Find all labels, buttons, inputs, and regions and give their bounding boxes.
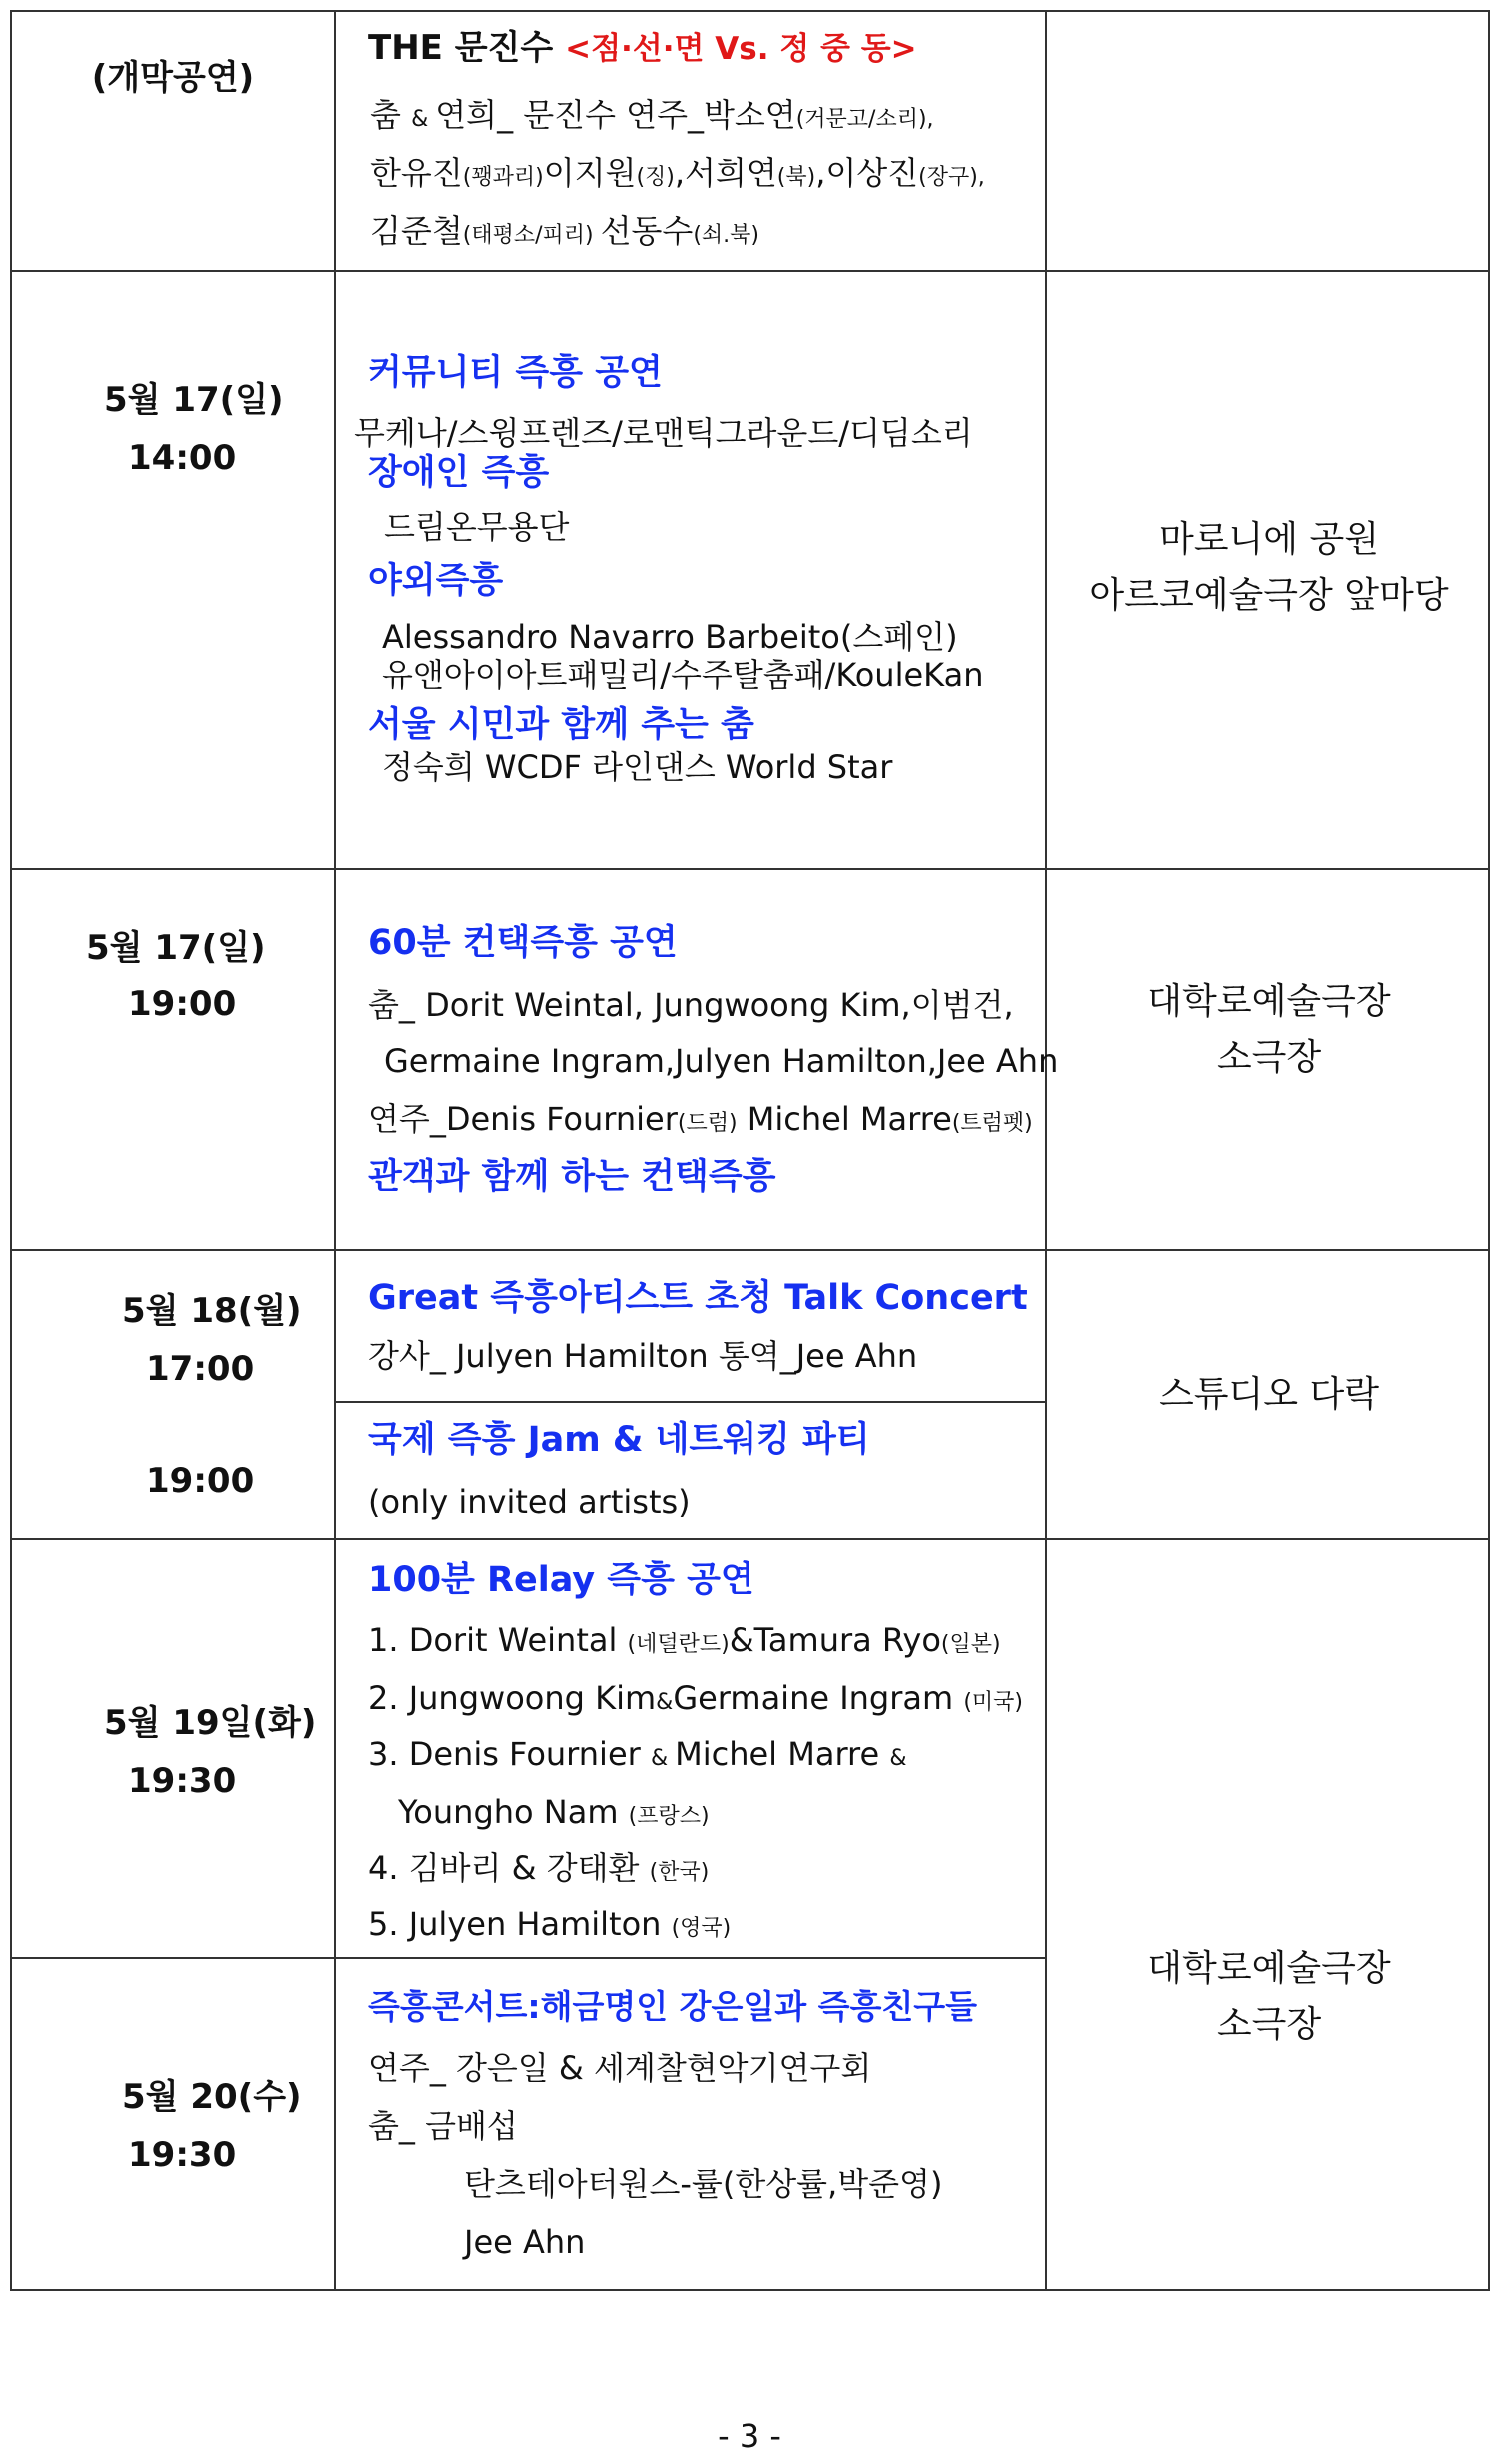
section-title: 장애인 즉흥 [368,453,550,493]
date-cell: 5월 18(월) [122,1291,302,1331]
section-title: Great 즉흥아티스트 초청 Talk Concert [368,1278,1028,1318]
section-line: Jee Ahn [464,2223,586,2261]
text: 춤 [370,96,412,134]
text: (네덜란드) [627,1632,730,1657]
section-title: 100분 Relay 즉흥 공연 [368,1560,754,1600]
table-border-top [10,10,1490,12]
list-item [368,1735,907,1773]
text: (쇠.북) [693,223,760,248]
text: & [411,107,436,132]
section-title: 야외즉흥 [368,561,504,601]
text: (북) [776,165,816,190]
list-item [368,1621,1001,1659]
performer-line: 춤_ Dorit Weintal, Jungwoong Kim,이범건, [368,986,1014,1024]
text: 5. Julyen Hamilton [368,1905,672,1943]
text: (꽹과리) [462,165,544,190]
text: (태평소/피리) [462,223,601,248]
venue-cell: 마로니에 공원 [1158,519,1380,560]
text: (영국) [671,1916,732,1941]
row-divider [10,868,1490,870]
text: (미국) [963,1690,1024,1715]
list-item [368,1849,709,1887]
title-prefix: THE 문진수 [368,28,566,68]
table-border-left [10,10,12,2291]
text: (프랑스) [628,1804,710,1829]
row-divider [10,1538,1490,1540]
text: (거문고/소리), [795,107,934,132]
row-divider [10,1249,1490,1251]
row-divider-partial [10,1957,1047,1959]
text: & [889,1746,907,1771]
event-title [368,28,917,69]
list-item [398,1793,710,1831]
time-cell: 17:00 [146,1349,255,1389]
section-line: 드림온무용단 [384,508,570,546]
section-title: 60분 컨택즉흥 공연 [368,923,678,963]
text: 선동수 [600,212,694,250]
list-item [368,1679,1023,1717]
time-cell: 14:00 [128,438,237,478]
row-divider [10,270,1490,272]
text: 연주_Denis Fournier [368,1100,678,1138]
section-line: 강사_ Julyen Hamilton 통역_Jee Ahn [368,1337,918,1375]
section-line: 춤_ 금배섭 [368,2107,518,2145]
date-cell: (개막공연) [91,58,255,98]
venue-cell: 소극장 [1216,1037,1322,1078]
section-line: 연주_ 강은일 & 세계찰현악기연구회 [368,2049,872,2087]
performer-line [370,154,985,192]
text: (드럼) [677,1111,738,1136]
time-cell: 19:30 [128,1761,237,1801]
text: (징) [636,165,675,190]
text: (한국) [649,1860,710,1885]
section-line: 무케나/스윙프렌즈/로맨틱그라운드/디딤소리 [354,414,973,452]
section-line: (only invited artists) [368,1483,691,1521]
venue-cell: 대학로예술극장 [1147,981,1391,1022]
section-line: 유앤아이아트패밀리/수주탈춤패/KouleKan [382,656,984,694]
date-cell: 5월 19일(화) [104,1703,317,1743]
time-cell: 19:00 [146,1461,255,1501]
time-cell: 19:30 [128,2135,237,2175]
section-title: 서울 시민과 함께 추는 춤 [368,705,754,745]
section-line: 정숙희 WCDF 라인댄스 World Star [382,748,893,786]
section-line: Alessandro Navarro Barbeito(스페인) [382,618,958,656]
text: Youngho Nam [398,1793,629,1831]
text: 4. 김바리 & 강태환 [368,1849,650,1887]
section-title: 즉흥콘서트:해금명인 강은일과 즉흥친구들 [368,1987,977,2026]
text: Michel Marre [737,1100,952,1138]
text: (일본) [940,1632,1001,1657]
section-title: 국제 즉흥 Jam & 네트워킹 파티 [368,1420,870,1460]
venue-cell: 소극장 [1216,2004,1322,2045]
date-cell: 5월 17(일) [104,380,284,420]
section-line: 탄츠테아터원스-률(한상률,박준영) [464,2165,943,2203]
text: & [656,1690,674,1715]
text: 이지원 [543,154,637,192]
sub-row-divider [334,1401,1047,1403]
venue-cell: 대학로예술극장 [1147,1948,1391,1989]
performer-line [368,1100,1033,1138]
column-divider-1 [334,10,336,2291]
text: (트럼펫) [951,1111,1033,1136]
title-red: <점·선·면 Vs. 정 중 동> [565,31,917,67]
text: 3. Denis Fournier [368,1735,651,1773]
performer-line [370,212,759,250]
text: 한유진 [370,154,463,192]
text: 연희_ 문진수 연주_박소연 [435,96,796,134]
performer-line: Germaine Ingram,Julyen Hamilton,Jee Ahn [384,1042,1059,1080]
time-cell: 19:00 [128,984,237,1024]
text: (장구), [918,165,985,190]
page-number: - 3 - [718,2417,781,2455]
column-divider-2 [1045,10,1047,2291]
venue-cell: 스튜디오 다락 [1158,1374,1380,1415]
performer-line [370,96,934,134]
text: Michel Marre [675,1735,890,1773]
text: &Tamura Ryo [729,1621,941,1659]
text: 1. Dorit Weintal [368,1621,628,1659]
text: 김준철 [370,212,463,250]
text: ,서희연 [674,154,777,192]
date-cell: 5월 20(수) [122,2077,302,2117]
date-cell: 5월 17(일) [86,928,266,968]
text: 2. Jungwoong Kim [368,1679,657,1717]
section-title: 관객과 함께 하는 컨택즉흥 [368,1157,776,1197]
text: & [650,1746,676,1771]
text: Germaine Ingram [673,1679,964,1717]
list-item [368,1905,731,1943]
section-title: 커뮤니티 즉흥 공연 [368,353,663,393]
text: ,이상진 [815,154,919,192]
table-border-bottom [10,2289,1490,2291]
venue-cell: 아르코예술극장 앞마당 [1089,575,1449,616]
